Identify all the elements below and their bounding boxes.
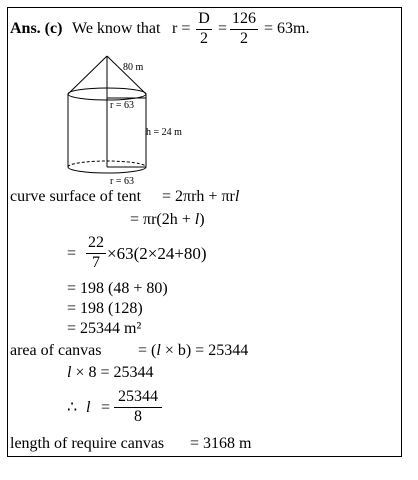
area-open: = ( bbox=[138, 342, 157, 359]
curve-surface-expression: = 2πrh + πr bbox=[162, 188, 235, 205]
curve-surface-label: curve surface of tent bbox=[10, 188, 142, 205]
step-198-sum: = 198 (48 + 80) bbox=[67, 280, 168, 297]
slant-height-label: 80 m bbox=[123, 62, 144, 73]
bottom-radius-label: r = 63 bbox=[110, 176, 134, 187]
tent-diagram bbox=[60, 50, 160, 185]
area-of-canvas-label: area of canvas bbox=[10, 342, 102, 359]
equals-sign: = bbox=[101, 399, 111, 416]
length-symbol: l bbox=[86, 399, 91, 416]
fraction-d-over-2 bbox=[196, 10, 212, 48]
therefore-symbol: ∴ bbox=[67, 399, 78, 416]
r-equals: r = bbox=[172, 20, 191, 37]
fraction-numerator: 126 bbox=[232, 10, 256, 27]
fraction-numerator: 22 bbox=[88, 234, 104, 251]
slant-symbol: l bbox=[194, 211, 200, 228]
fraction-numerator: D bbox=[198, 10, 210, 27]
length-symbol: l bbox=[156, 342, 161, 359]
equals-sign: = bbox=[218, 20, 228, 37]
factored-expression: = πr(2h + bbox=[130, 211, 195, 228]
equals-sign: = bbox=[67, 245, 77, 262]
fraction-numerator: 25344 bbox=[118, 388, 158, 405]
area-of-canvas-formula bbox=[138, 342, 248, 360]
length-symbol: l bbox=[67, 364, 72, 381]
fraction-denominator: 2 bbox=[240, 30, 248, 47]
top-radius-label: r = 63 bbox=[110, 100, 134, 111]
fraction-22-over-7 bbox=[86, 234, 106, 272]
slant-symbol: l bbox=[234, 188, 240, 205]
answer-result: = 63m. bbox=[264, 20, 310, 37]
answer-label: Ans. (c) bbox=[10, 20, 63, 37]
fraction-denominator: 8 bbox=[134, 408, 142, 425]
answer-intro: We know that bbox=[72, 20, 161, 37]
fraction-25344-over-8 bbox=[114, 388, 162, 426]
fraction-denominator: 7 bbox=[92, 254, 100, 271]
height-label: h = 24 m bbox=[146, 127, 182, 138]
step-198-128: = 198 (128) bbox=[67, 300, 143, 317]
closing-paren: ) bbox=[199, 211, 205, 228]
length-times-8-rest: × 8 = 25344 bbox=[71, 364, 154, 381]
canvas-length-label: length of require canvas bbox=[10, 435, 165, 452]
step-area-result: = 25344 m² bbox=[67, 320, 142, 337]
bottom-ellipse-front bbox=[68, 167, 146, 173]
curve-surface-formula bbox=[162, 188, 239, 206]
step-factored bbox=[130, 211, 205, 229]
length-equals bbox=[86, 399, 90, 417]
step-length-times-8 bbox=[67, 364, 154, 382]
canvas-length-result: = 3168 m bbox=[190, 435, 252, 452]
substituted-expression: ×63(2×24+80) bbox=[107, 244, 207, 263]
area-rest: × b) = 25344 bbox=[160, 342, 249, 359]
fraction-126-over-2 bbox=[230, 10, 258, 48]
fraction-denominator: 2 bbox=[200, 30, 208, 47]
